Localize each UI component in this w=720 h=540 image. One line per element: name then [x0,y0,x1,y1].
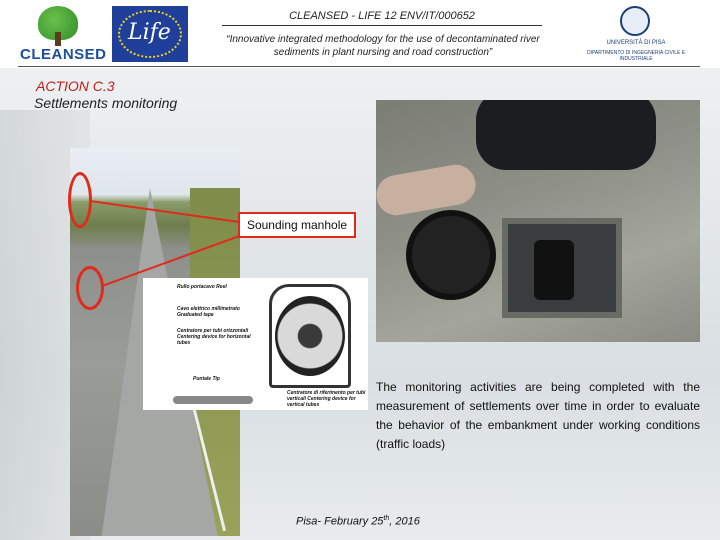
tree-trunk [55,32,61,46]
action-code: ACTION C.3 [36,78,115,94]
footer-date-sup: th [383,515,390,522]
probe-schematic [143,278,368,410]
footer-date-prefix: Pisa- February 25 [296,515,384,528]
project-code: CLEANSED - LIFE 12 ENV/IT/000652 [289,10,475,22]
cleansed-logo-text: CLEANSED [20,46,107,63]
header-bottom-rule [18,66,700,67]
life-logo-text: Life [128,20,171,45]
photo-arm [376,162,479,219]
schematic-label-reel: Rullo portacavo Reel [177,284,227,290]
callout-label: Sounding manhole [246,218,348,232]
life-logo [112,6,188,62]
department-name: DIPARTIMENTO DI INGEGNERIA CIVILE E INDUSTRIALE [586,50,686,62]
cleansed-logo [18,6,107,63]
schematic-probe [173,396,253,404]
highlight-ring-top [68,172,92,228]
photo-bag [476,100,656,170]
university-seal-icon [620,6,650,36]
project-title: “Innovative integrated methodology for the use of decontaminated river sediments in plant nursing and road construction” [226,34,540,58]
schematic-label-vertical: Centratore di riferimento per tubi verticali Centering device for vertical tubes [287,390,366,408]
schematic-drum [275,296,345,376]
photo-reel [406,210,496,300]
action-title: Settlements monitoring [34,95,178,111]
sounding-manhole-photo [376,100,700,342]
schematic-label-tip: Puntale Tip [193,376,220,382]
description-text: The monitoring activities are being completed with the measurement of settlements over time in order to evaluate the behavior of the embankment under working conditions (traffic loads) [376,380,700,451]
footer-date [296,515,420,528]
schematic-label-tape: Cavo elettrico millimetrato Graduated tape [177,306,240,318]
header-divider [222,25,542,26]
university-name: UNIVERSITÀ DI PISA [606,40,666,46]
schematic-label-horizontal: Centratore per tubi orizzontali Centering device for horizontal tubes [177,328,251,346]
highlight-ring-bottom [76,266,104,310]
university-logo [572,6,700,62]
photo-pipe [534,240,574,300]
footer-date-suffix: , 2016 [389,515,420,528]
